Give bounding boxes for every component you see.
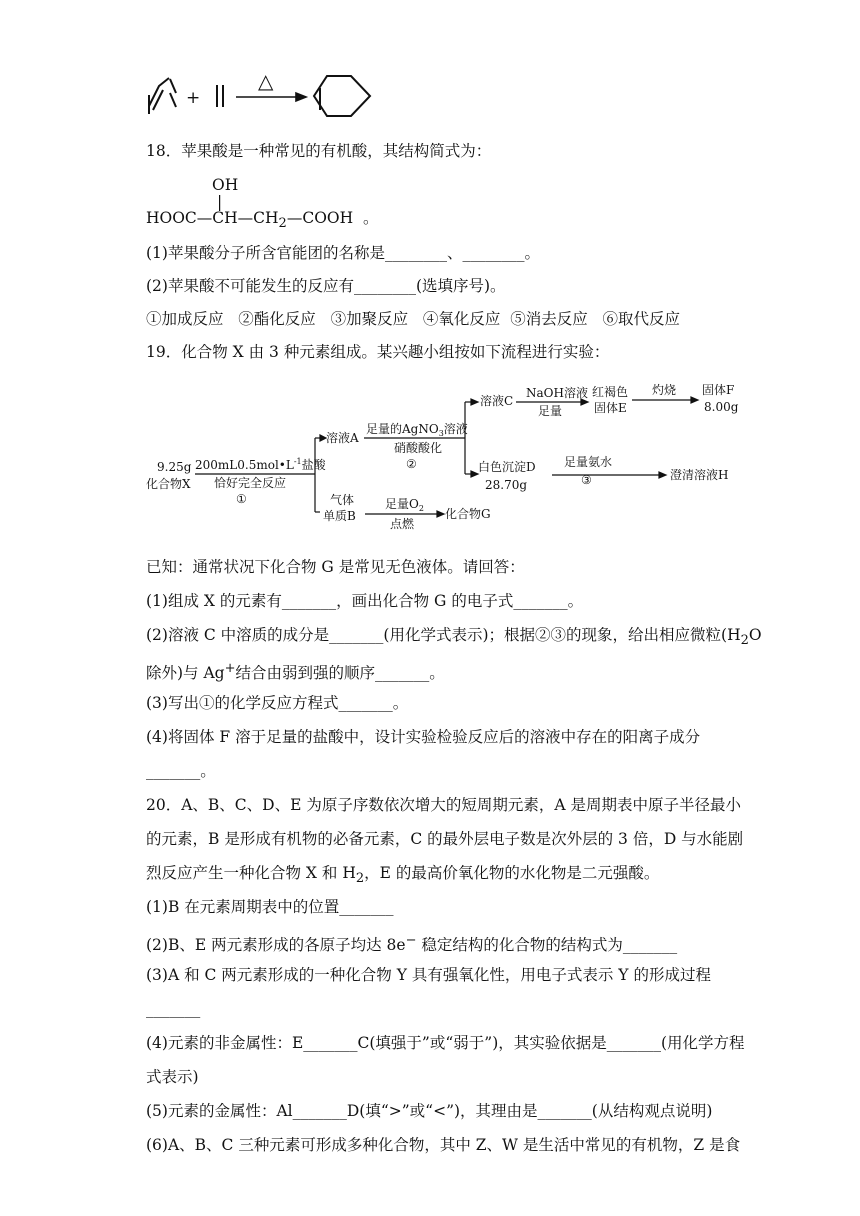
text: 除外)与 Ag (146, 664, 225, 683)
q20-line2: 的元素，B 是形成有机物的必备元素，C 的最外层电子数是次外层的 3 倍，D 与水能剧 (146, 830, 744, 848)
q20-line3 (146, 863, 659, 889)
q19-part4-line2: _______。 (146, 762, 216, 780)
q20-part4-line2: 式表示) (146, 1068, 199, 1086)
o2-note: 点燃 (390, 517, 415, 531)
cyclohexene-structure (314, 76, 370, 116)
text: ，E 的最高价氧化物的水化物是二元强酸。 (364, 864, 660, 882)
reaction-arrow (236, 93, 306, 101)
q20-part6: (6)A、B、C 三种元素可形成多种化合物，其中 Z、W 是生活中常见的有机物，Z 是食 (146, 1136, 741, 1154)
text: (2)溶液 C 中溶质的成分是_______(用化学式表示)；根据②③的现象，给出相应微粒(H (146, 626, 741, 644)
sub: 2 (355, 871, 365, 887)
ppt-d-line1: 白色沉淀D (478, 460, 536, 474)
o2-label: 足量$O_2$ (385, 497, 424, 513)
malic-acid-formula (146, 208, 379, 234)
q20-line1: 20．A、B、C、D、E 为原子序数依次增大的短周期元素，A 是周期表中原子半径最小 (146, 796, 741, 814)
burn-label: 灼烧 (652, 383, 677, 397)
q20-part2 (146, 931, 677, 955)
q20-part3-line1: (3)A 和 C 两元素形成的一种化合物 Y 具有强氧化性，用电子式表示 Y 的形成过程 (146, 966, 711, 984)
text: (2)B、E 两元素形成的各原子均达 8e (146, 936, 406, 955)
plus-sign: + (186, 88, 201, 108)
q18-part2: (2)苹果酸不可能发生的反应有________(选填序号)。 (146, 277, 506, 295)
q19-part3: (3)写出①的化学反应方程式_______。 (146, 694, 409, 712)
diels-alder-scheme (130, 55, 550, 145)
step1-num: ① (236, 492, 247, 506)
q19-stem: 19．化合物 X 由 3 种元素组成。某兴趣小组按如下流程进行实验： (146, 343, 610, 361)
text: 结合由弱到强的顺序_______。 (235, 664, 445, 683)
naoh-note: 足量 (538, 404, 563, 418)
q19-part1: (1)组成 X 的元素有_______，画出化合物 G 的电子式_______。 (146, 592, 584, 610)
q18-stem: 18．苹果酸是一种常见的有机酸，其结构简式为： (146, 142, 492, 160)
x-mass: 9.25g (157, 460, 192, 474)
gas-b-line2: 单质B (323, 509, 356, 523)
step2-num: ② (406, 457, 417, 471)
formula-tail: —COOH (286, 209, 354, 227)
nh3-label: 足量氨水 (564, 455, 613, 469)
q20-part3-line2: _______ (146, 1000, 201, 1018)
agno3-note: 硝酸酸化 (394, 441, 443, 455)
butadiene-structure (149, 78, 176, 114)
flow-lines (195, 397, 698, 517)
q18-options: ①加成反应 ②酯化反应 ③加聚反应 ④氧化反应 ⑤消去反应 ⑥取代反应 (146, 310, 680, 328)
sup: − (405, 933, 417, 948)
text: O (748, 626, 762, 644)
q19-known: 已知：通常状况下化合物 G 是常见无色液体。请回答： (146, 558, 525, 576)
x-name: 化合物X (146, 477, 191, 491)
solid-e-line1: 红褐色 (592, 385, 629, 399)
q20-part1: (1)B 在元素周期表中的位置_______ (146, 898, 394, 916)
solid-f-line1: 固体F (702, 383, 735, 397)
formula-end: 。 (362, 209, 379, 227)
q20-part5: (5)元素的金属性：Al_______D(填“>”或“<”)，其理由是_______(从结构观点说明) (146, 1102, 713, 1120)
q19-part4-line1: (4)将固体 F 溶于足量的盐酸中，设计实验检验反应后的溶液中存在的阳离子成分 (146, 728, 701, 746)
naoh-label: NaOH溶液 (526, 386, 588, 400)
text: 烈反应产生一种化合物 X 和 H (146, 864, 356, 882)
formula-sub: 2 (278, 216, 287, 232)
formula-main: HOOC—CH—CH (146, 209, 279, 227)
step3-num: ③ (581, 473, 592, 487)
gas-b-line1: 气体 (330, 493, 355, 507)
compound-g: 化合物G (445, 507, 491, 521)
heat-symbol: △ (258, 69, 274, 93)
sup: + (224, 661, 236, 676)
agno3-label: 足量的AgNO$_3$溶液 (366, 422, 468, 438)
solution-h: 澄清溶液H (670, 468, 729, 482)
ethylene-structure (217, 85, 223, 107)
step1-note: 恰好完全反应 (214, 476, 287, 490)
acid-label: $200mL0.5mol•L^{-1}$盐酸 (195, 457, 326, 472)
malic-acid-oh: OH (212, 176, 239, 194)
q19-part2-line2 (146, 659, 445, 683)
q19-part2-line1 (146, 625, 762, 651)
solid-f-line2: 8.00g (704, 400, 739, 414)
q20-part4-line1: (4)元素的非金属性：E_______C(填强于”或“弱于”)，其实验依据是_______(用化学方程 (146, 1034, 745, 1052)
solid-e-line2: 固体E (594, 401, 627, 415)
malic-acid-bond: | (217, 193, 223, 211)
q18-part1: (1)苹果酸分子所含官能团的名称是________、________。 (146, 244, 540, 262)
text: 稳定结构的化合物的结构式为_______ (416, 936, 678, 955)
ppt-d-line2: 28.70g (485, 478, 528, 492)
q19-flowchart (140, 372, 760, 542)
solution-a: 溶液A (326, 431, 359, 445)
solution-c: 溶液C (480, 394, 514, 408)
sub: 2 (740, 633, 749, 649)
